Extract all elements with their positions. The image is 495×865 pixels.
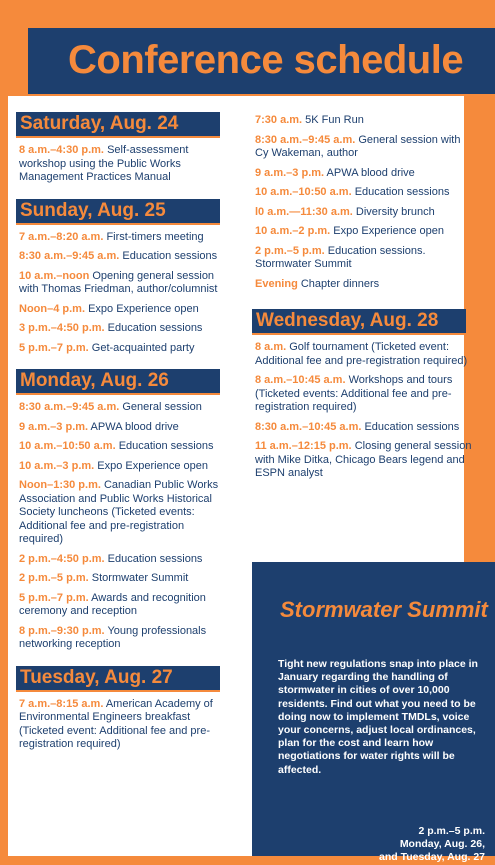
entry-time: 5 p.m.–7 p.m.: [19, 341, 89, 354]
entry-time: Evening: [255, 277, 298, 290]
entry-time: 10 a.m.–3 p.m.: [19, 459, 95, 472]
day-heading-sunday: Sunday, Aug. 25: [16, 199, 220, 225]
entry-time: 8 a.m.–10:45 a.m.: [255, 374, 346, 386]
schedule-entry: [16, 421, 228, 435]
summit-date-tuesday: and Tuesday, Aug. 27: [379, 851, 485, 864]
day-heading-tuesday: Tuesday, Aug. 27: [16, 666, 220, 692]
entry-time: 3 p.m.–4:50 p.m.: [19, 322, 105, 334]
entry-text: Education sessions: [107, 322, 203, 334]
schedule-entry: [252, 278, 474, 292]
schedule-entry: [16, 270, 228, 297]
entry-text: General session: [122, 401, 202, 413]
entry-text: Opening general session with Thomas Friedman, author/columnist: [19, 269, 218, 295]
schedule-entry: [16, 342, 228, 356]
schedule-entry: [16, 592, 228, 619]
schedule-entry: [252, 206, 474, 220]
entry-time: 7 a.m.–8:15 a.m.: [19, 697, 104, 710]
entry-text: Get-acquainted party: [91, 341, 195, 354]
schedule-entry: [16, 479, 228, 547]
day-heading-wednesday: Wednesday, Aug. 28: [252, 309, 466, 335]
entry-text: Education sessions: [354, 186, 450, 198]
entry-time: 8:30 a.m.–9:45 a.m.: [19, 401, 120, 413]
entry-text: Education sessions: [122, 250, 218, 262]
schedule-entry: [16, 440, 228, 454]
schedule-entry: [16, 303, 228, 317]
entry-text: Stormwater Summit: [91, 572, 189, 584]
right-column: [252, 108, 474, 481]
page-title: Conference schedule: [68, 38, 464, 82]
entry-text: Expo Experience open: [97, 459, 208, 472]
entry-text: American Academy of Environmental Engineers breakfast (Ticketed event: Additional fee and pre-registration required): [19, 697, 213, 750]
entry-text: Workshops and tours (Ticketed events: Additional fee and pre-registration required): [255, 374, 453, 413]
entry-time: Noon–1:30 p.m.: [19, 479, 101, 491]
entry-time: 10 a.m.–10:50 a.m.: [19, 440, 116, 452]
schedule-entry: [16, 572, 228, 586]
entry-time: 9 a.m.–3 p.m.: [255, 166, 325, 179]
entry-time: 7:30 a.m.: [255, 114, 303, 126]
left-column: [16, 112, 228, 752]
summit-time: 2 p.m.–5 p.m.: [418, 825, 485, 837]
entry-text: Golf tournament (Ticketed event: Additional fee and pre-registration required): [255, 341, 468, 367]
entry-text: Education sessions. Stormwater Summit: [255, 244, 426, 270]
schedule-entry: [252, 245, 474, 272]
entry-text: 5K Fun Run: [305, 114, 364, 126]
schedule-entry: [252, 421, 474, 435]
entry-time: 8 a.m.: [255, 341, 287, 353]
entry-time: 11 a.m.–12:15 p.m.: [255, 440, 352, 452]
schedule-entry: [16, 460, 228, 474]
schedule-entry: [252, 114, 474, 128]
entry-time: 2 p.m.–4:50 p.m.: [19, 552, 105, 565]
schedule-entry: [16, 401, 228, 415]
summit-description: Tight new regulations snap into place in January regarding the handling of stormwater in cities of over 10,000 residents. Find out what you need to be doing now to implement TMDLs, voice your concerns, adjust local ordinances, plan for the cost and learn how negotiations for water rights will be affected.: [278, 658, 478, 776]
entry-time: 2 p.m.–5 p.m.: [19, 572, 89, 584]
schedule-entry: [252, 225, 474, 239]
schedule-entry: [16, 553, 228, 567]
entry-text: Chapter dinners: [300, 277, 380, 290]
summit-date-monday: Monday, Aug. 26,: [399, 838, 485, 851]
entry-time: 8 a.m.–4:30 p.m.: [19, 144, 104, 156]
schedule-entry: [252, 374, 474, 415]
summit-title: Stormwater Summit: [280, 597, 488, 622]
schedule-entry: [16, 322, 228, 336]
schedule-entry: [252, 167, 474, 181]
entry-time: 2 p.m.–5 p.m.: [255, 244, 325, 257]
summit-schedule: [285, 825, 485, 865]
entry-text: Education sessions: [118, 440, 214, 452]
entry-time: 10 a.m.–noon: [19, 269, 90, 282]
schedule-entry: [16, 250, 228, 264]
schedule-entry: [16, 698, 228, 752]
entry-time: l0 a.m.—11:30 a.m.: [255, 205, 353, 218]
schedule-entry: [16, 231, 228, 245]
stormwater-summit-box: [252, 562, 495, 864]
entry-time: 8:30 a.m.–9:45 a.m.: [255, 133, 356, 146]
entry-text: Canadian Public Works Association and Public Works Historical Society luncheons (Ticketed events: Additional fee and pre-registration required): [19, 479, 219, 545]
entry-text: General session with Cy Wakeman, author: [255, 133, 461, 159]
entry-text: APWA blood drive: [90, 420, 179, 433]
entry-time: 9 a.m.–3 p.m.: [19, 420, 89, 433]
entry-time: 5 p.m.–7 p.m.: [19, 591, 89, 604]
schedule-entry: [252, 341, 474, 368]
schedule-entry: [252, 440, 474, 481]
entry-time: 8:30 a.m.–10:45 a.m.: [255, 420, 362, 433]
entry-text: Expo Experience open: [333, 225, 444, 237]
entry-text: Education sessions: [107, 552, 203, 565]
entry-text: APWA blood drive: [326, 166, 415, 179]
entry-time: 8 p.m.–9:30 p.m.: [19, 624, 105, 637]
schedule-entry: [252, 134, 474, 161]
day-heading-saturday: Saturday, Aug. 24: [16, 112, 220, 138]
entry-text: Diversity brunch: [355, 205, 435, 218]
entry-text: First-timers meeting: [106, 230, 204, 243]
entry-text: Closing general session with Mike Ditka, Chicago Bears legend and ESPN analyst: [255, 440, 472, 479]
entry-text: Expo Experience open: [88, 302, 199, 315]
entry-text: Self-assessment workshop using the Public Works Management Practices Manual: [19, 144, 189, 183]
entry-time: 10 a.m.–2 p.m.: [255, 225, 331, 237]
entry-time: 10 a.m.–10:50 a.m.: [255, 186, 352, 198]
entry-time: 7 a.m.–8:20 a.m.: [19, 230, 104, 243]
schedule-entry: [252, 186, 474, 200]
entry-text: Education sessions: [364, 420, 460, 433]
entry-time: 8:30 a.m.–9:45 a.m.: [19, 250, 120, 262]
entry-text: Young professionals networking reception: [19, 624, 207, 650]
schedule-entry: [16, 625, 228, 652]
entry-text: Awards and recognition ceremony and reception: [19, 591, 206, 617]
entry-time: Noon–4 p.m.: [19, 302, 86, 315]
schedule-entry: [16, 144, 228, 185]
day-heading-monday: Monday, Aug. 26: [16, 369, 220, 395]
